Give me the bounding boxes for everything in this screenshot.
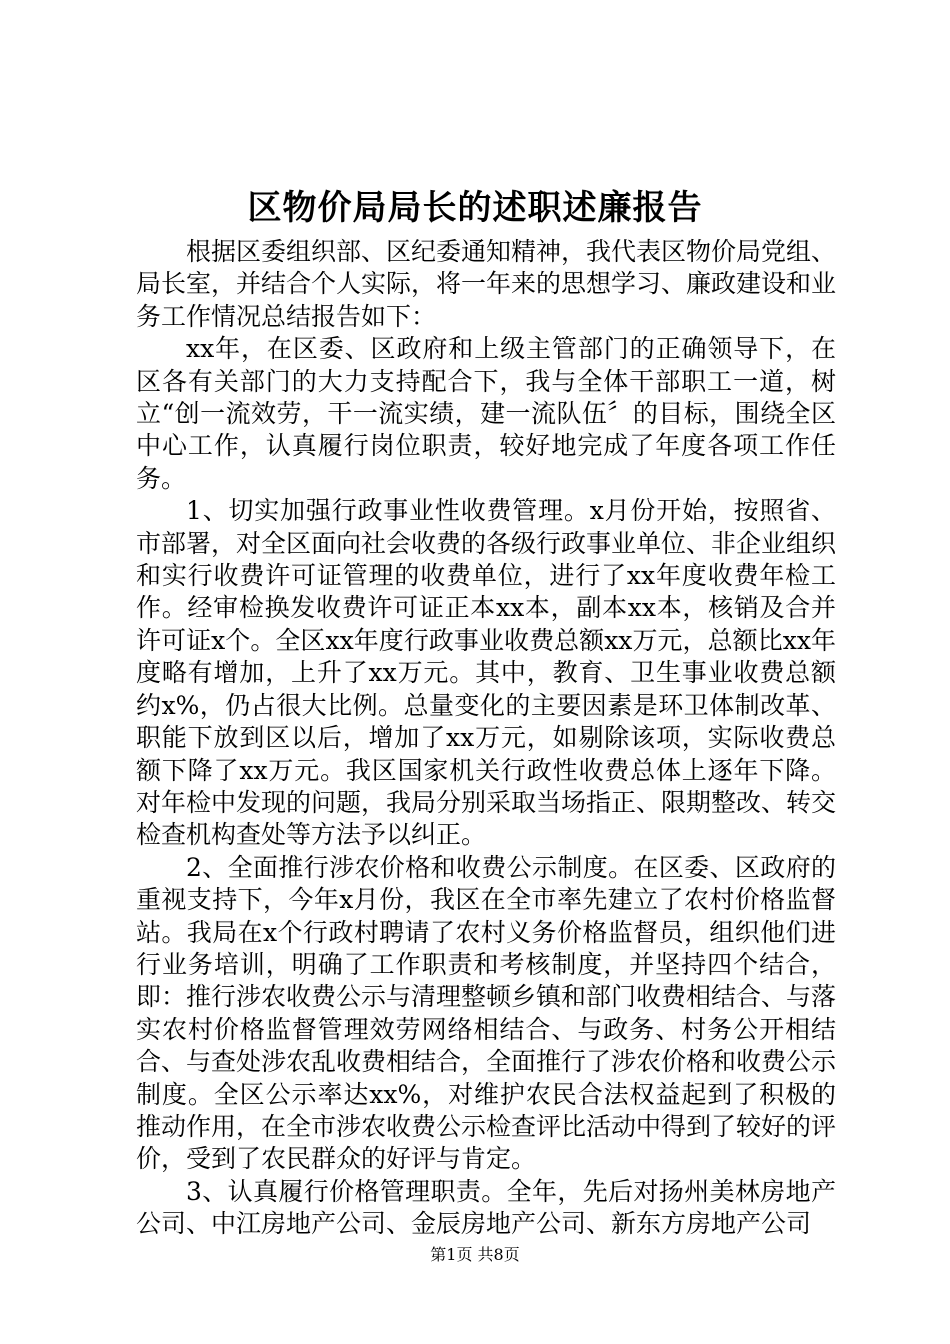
paragraph-item-3: 3、认真履行价格管理职责。全年，先后对扬州美林房地产公司、中江房地产公司、金辰房地产公司、新东方房地产公司 [136, 1176, 836, 1239]
paragraph-intro: 根据区委组织部、区纪委通知精神，我代表区物价局党组、局长室，并结合个人实际，将一年来的思想学习、廉政建设和业务工作情况总结报告如下： [136, 237, 837, 331]
paragraph-overview: xx年，在区委、区政府和上级主管部门的正确领导下，在区各有关部门的大力支持配合下，我与全体干部职工一道，树立“创一流效劳，干一流实绩，建一流队伍〞的目标，围绕全区中心工作，认真履行岗位职责，较好地完成了年度各项工作任务。 [136, 334, 836, 493]
paragraph-item-2: 2、全面推行涉农价格和收费公示制度。在区委、区政府的重视支持下，今年x月份，我区在全市率先建立了农村价格监督站。我局在x个行政村聘请了农村义务价格监督员，组织他们进行业务培训，明确了工作职责和考核制度，并坚持四个结合，即：推行涉农收费公示与清理整顿乡镇和部门收费相结合、与落实农村价格监督管理效劳网络相结合、与政务、村务公开相结合、与查处涉农乱收费相结合，全面推行了涉农价格和收费公示制度。全区公示率达xx%，对维护农民合法权益起到了积极的推动作用，在全市涉农收费公示检查评比活动中得到了较好的评价，受到了农民群众的好评与肯定。 [136, 852, 837, 1174]
document-title: 区物价局局长的述职述廉报告 [247, 188, 703, 228]
page-number: 第1页 共8页 [430, 1245, 520, 1264]
paragraph-item-1: 1、切实加强行政事业性收费管理。x月份开始，按照省、市部署，对全区面向社会收费的各级行政事业单位、非企业组织和实行收费许可证管理的收费单位，进行了xx年度收费年检工作。经审检换发收费许可证正本xx本，副本xx本，核销及合并许可证x个。全区xx年度行政事业收费总额xx万元，总额比xx年度略有增加，上升了xx万元。其中，教育、卫生事业收费总额约x%，仍占很大比例。总量变化的主要因素是环卫体制改革、职能下放到区以后，增加了xx万元，如剔除该项，实际收费总额下降了xx万元。我区国家机关行政性收费总体上逐年下降。对年检中发现的问题，我局分别采取当场指正、限期整改、转交检查机构查处等方法予以纠正。 [136, 496, 837, 850]
document-body [136, 236, 836, 1241]
